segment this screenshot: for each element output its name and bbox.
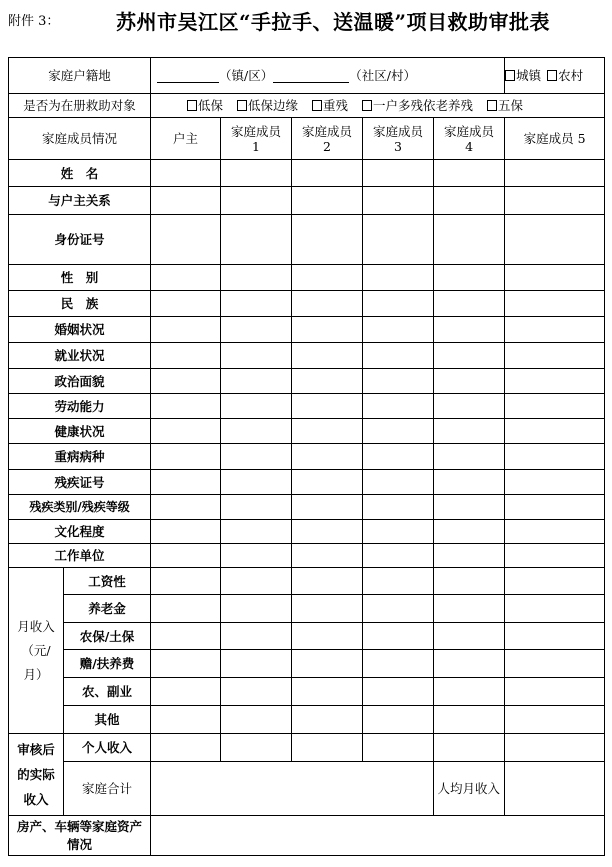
cell[interactable] xyxy=(505,343,605,369)
row-aid-object xyxy=(9,94,605,118)
row-name xyxy=(9,160,605,187)
cell[interactable] xyxy=(434,706,505,734)
cell[interactable] xyxy=(221,678,292,706)
row-income-agriculture xyxy=(9,678,605,706)
cell[interactable] xyxy=(434,160,505,187)
member-head-header: 户主 xyxy=(151,118,221,160)
cell[interactable] xyxy=(505,623,605,650)
cell[interactable] xyxy=(363,343,434,369)
per-capita-value[interactable] xyxy=(505,762,605,816)
cell[interactable] xyxy=(292,568,363,595)
cell[interactable] xyxy=(292,706,363,734)
household-registry-label: 家庭户籍地 xyxy=(9,58,151,94)
town-suffix: （镇/区） xyxy=(219,68,274,83)
cell[interactable] xyxy=(434,343,505,369)
option-rural[interactable]: 农村 xyxy=(547,68,583,83)
income-item-label: 农保/土保 xyxy=(64,623,151,650)
row-education xyxy=(9,520,605,544)
cell[interactable] xyxy=(363,734,434,762)
income-item-label: 赡/扶养费 xyxy=(64,650,151,678)
cell[interactable] xyxy=(292,291,363,317)
family-total-value[interactable] xyxy=(151,762,434,816)
cell[interactable] xyxy=(151,520,221,544)
cell[interactable] xyxy=(151,650,221,678)
cell[interactable] xyxy=(434,187,505,215)
row-label: 文化程度 xyxy=(9,520,151,544)
cell[interactable] xyxy=(292,343,363,369)
row-assets xyxy=(9,816,605,856)
checkbox-dibao[interactable] xyxy=(187,100,197,111)
row-workplace xyxy=(9,544,605,568)
cell[interactable] xyxy=(221,343,292,369)
cell[interactable] xyxy=(151,187,221,215)
cell[interactable] xyxy=(434,520,505,544)
row-label: 重病病种 xyxy=(9,444,151,470)
community-blank[interactable] xyxy=(273,70,349,83)
cell[interactable] xyxy=(151,291,221,317)
cell[interactable] xyxy=(292,160,363,187)
row-label: 身份证号 xyxy=(9,215,151,265)
cell[interactable] xyxy=(151,495,221,520)
cell[interactable] xyxy=(292,394,363,419)
row-disability-level xyxy=(9,495,605,520)
row-label: 残疾证号 xyxy=(9,470,151,495)
cell[interactable] xyxy=(221,520,292,544)
option-dibao[interactable]: 低保 xyxy=(187,98,223,113)
cell[interactable] xyxy=(434,394,505,419)
cell[interactable] xyxy=(151,623,221,650)
assets-label: 房产、车辆等家庭资产情况 xyxy=(9,816,151,856)
cell[interactable] xyxy=(505,444,605,470)
cell[interactable] xyxy=(363,444,434,470)
row-label: 姓 名 xyxy=(9,160,151,187)
cell[interactable] xyxy=(221,419,292,444)
cell[interactable] xyxy=(151,568,221,595)
cell[interactable] xyxy=(505,265,605,291)
town-blank[interactable] xyxy=(157,70,219,83)
row-income-support xyxy=(9,650,605,678)
checkbox-dibao-edge[interactable] xyxy=(237,100,247,111)
row-label: 就业状况 xyxy=(9,343,151,369)
cell[interactable] xyxy=(434,444,505,470)
cell[interactable] xyxy=(505,160,605,187)
cell[interactable] xyxy=(363,369,434,394)
cell[interactable] xyxy=(221,706,292,734)
cell[interactable] xyxy=(292,187,363,215)
cell[interactable] xyxy=(292,419,363,444)
cell[interactable] xyxy=(505,678,605,706)
cell[interactable] xyxy=(505,215,605,265)
cell[interactable] xyxy=(221,595,292,623)
row-health xyxy=(9,419,605,444)
cell[interactable] xyxy=(434,470,505,495)
row-marital xyxy=(9,317,605,343)
cell[interactable] xyxy=(505,734,605,762)
cell[interactable] xyxy=(363,291,434,317)
cell[interactable] xyxy=(151,215,221,265)
community-suffix: （社区/村） xyxy=(349,68,416,83)
cell[interactable] xyxy=(292,470,363,495)
per-capita-label: 人均月收入 xyxy=(434,762,505,816)
row-label: 性 别 xyxy=(9,265,151,291)
cell[interactable] xyxy=(363,215,434,265)
cell[interactable] xyxy=(434,595,505,623)
income-item-label: 农、副业 xyxy=(64,678,151,706)
cell[interactable] xyxy=(221,544,292,568)
income-item-label: 其他 xyxy=(64,706,151,734)
income-item-label: 养老金 xyxy=(64,595,151,623)
cell[interactable] xyxy=(151,544,221,568)
option-urban[interactable]: 城镇 xyxy=(505,68,541,83)
assets-value[interactable] xyxy=(151,816,605,856)
income-item-label: 工资性 xyxy=(64,568,151,595)
row-income-other xyxy=(9,706,605,734)
cell[interactable] xyxy=(434,734,505,762)
row-label: 工作单位 xyxy=(9,544,151,568)
member-5-header: 家庭成员 5 xyxy=(505,118,605,160)
cell[interactable] xyxy=(221,215,292,265)
cell[interactable] xyxy=(363,623,434,650)
cell[interactable] xyxy=(505,394,605,419)
row-gender xyxy=(9,265,605,291)
cell[interactable] xyxy=(151,470,221,495)
cell[interactable] xyxy=(363,706,434,734)
cell[interactable] xyxy=(221,470,292,495)
member-2-header: 家庭成员 2 xyxy=(292,118,363,160)
cell[interactable] xyxy=(505,419,605,444)
cell[interactable] xyxy=(434,623,505,650)
row-income-wage xyxy=(9,568,605,595)
cell[interactable] xyxy=(363,678,434,706)
row-ethnicity xyxy=(9,291,605,317)
cell[interactable] xyxy=(292,623,363,650)
cell[interactable] xyxy=(363,495,434,520)
cell[interactable] xyxy=(363,419,434,444)
cell[interactable] xyxy=(505,369,605,394)
cell[interactable] xyxy=(151,343,221,369)
cell[interactable] xyxy=(292,520,363,544)
cell[interactable] xyxy=(434,215,505,265)
cell[interactable] xyxy=(292,317,363,343)
checkbox-severe-disability[interactable] xyxy=(312,100,322,111)
row-relation xyxy=(9,187,605,215)
cell[interactable] xyxy=(505,568,605,595)
cell[interactable] xyxy=(505,544,605,568)
cell[interactable] xyxy=(292,734,363,762)
row-label: 健康状况 xyxy=(9,419,151,444)
cell[interactable] xyxy=(221,394,292,419)
cell[interactable] xyxy=(434,265,505,291)
cell[interactable] xyxy=(505,291,605,317)
option-wubao[interactable]: 五保 xyxy=(487,98,523,113)
cell[interactable] xyxy=(151,265,221,291)
cell[interactable] xyxy=(151,419,221,444)
cell[interactable] xyxy=(434,317,505,343)
cell[interactable] xyxy=(505,187,605,215)
row-label: 婚姻状况 xyxy=(9,317,151,343)
option-dibao-edge[interactable]: 低保边缘 xyxy=(237,98,298,113)
row-verified-personal xyxy=(9,734,605,762)
cell[interactable] xyxy=(434,419,505,444)
row-member-header xyxy=(9,118,605,160)
cell[interactable] xyxy=(363,470,434,495)
row-household-registry xyxy=(9,58,605,94)
row-employment xyxy=(9,343,605,369)
row-label: 民 族 xyxy=(9,291,151,317)
cell[interactable] xyxy=(292,495,363,520)
cell[interactable] xyxy=(221,317,292,343)
cell[interactable] xyxy=(363,520,434,544)
member-3-header: 家庭成员 3 xyxy=(363,118,434,160)
cell[interactable] xyxy=(292,650,363,678)
cell[interactable] xyxy=(221,650,292,678)
cell[interactable] xyxy=(292,678,363,706)
cell[interactable] xyxy=(151,394,221,419)
cell[interactable] xyxy=(292,369,363,394)
cell[interactable] xyxy=(363,317,434,343)
cell[interactable] xyxy=(292,595,363,623)
row-income-pension xyxy=(9,595,605,623)
cell[interactable] xyxy=(363,568,434,595)
urban-rural-options xyxy=(505,58,605,94)
row-verified-family xyxy=(9,762,605,816)
monthly-income-label: 月收入（元/月） xyxy=(9,568,64,734)
cell[interactable] xyxy=(363,394,434,419)
cell[interactable] xyxy=(151,160,221,187)
cell[interactable] xyxy=(151,734,221,762)
cell[interactable] xyxy=(363,160,434,187)
cell[interactable] xyxy=(151,444,221,470)
cell[interactable] xyxy=(505,470,605,495)
cell[interactable] xyxy=(363,650,434,678)
row-disability-id xyxy=(9,470,605,495)
page-title: 苏州市吴江区“手拉手、送温暖”项目救助审批表 xyxy=(116,10,551,34)
cell[interactable] xyxy=(292,544,363,568)
row-political xyxy=(9,369,605,394)
cell[interactable] xyxy=(221,265,292,291)
cell[interactable] xyxy=(505,706,605,734)
members-label: 家庭成员情况 xyxy=(9,118,151,160)
row-labor xyxy=(9,394,605,419)
cell[interactable] xyxy=(505,495,605,520)
cell[interactable] xyxy=(221,623,292,650)
cell[interactable] xyxy=(434,678,505,706)
personal-income-label: 个人收入 xyxy=(64,734,151,762)
cell[interactable] xyxy=(363,265,434,291)
family-total-label: 家庭合计 xyxy=(64,762,151,816)
checkbox-wubao[interactable] xyxy=(487,100,497,111)
row-illness xyxy=(9,444,605,470)
row-label: 劳动能力 xyxy=(9,394,151,419)
cell[interactable] xyxy=(505,317,605,343)
cell[interactable] xyxy=(221,495,292,520)
household-registry-value[interactable] xyxy=(151,58,505,94)
cell[interactable] xyxy=(434,495,505,520)
aid-object-label: 是否为在册救助对象 xyxy=(9,94,151,118)
cell[interactable] xyxy=(221,568,292,595)
cell[interactable] xyxy=(363,595,434,623)
cell[interactable] xyxy=(292,215,363,265)
cell[interactable] xyxy=(292,265,363,291)
checkbox-urban[interactable] xyxy=(505,70,515,81)
checkbox-rural[interactable] xyxy=(547,70,557,81)
cell[interactable] xyxy=(292,444,363,470)
cell[interactable] xyxy=(434,650,505,678)
cell[interactable] xyxy=(434,369,505,394)
row-label: 与户主关系 xyxy=(9,187,151,215)
page-header xyxy=(0,0,612,55)
cell[interactable] xyxy=(505,520,605,544)
cell[interactable] xyxy=(151,678,221,706)
approval-form-table xyxy=(8,57,605,856)
cell[interactable] xyxy=(151,706,221,734)
cell[interactable] xyxy=(505,595,605,623)
cell[interactable] xyxy=(434,544,505,568)
member-1-header: 家庭成员 1 xyxy=(221,118,292,160)
cell[interactable] xyxy=(221,160,292,187)
verified-income-label: 审核后的实际收入 xyxy=(9,734,64,816)
cell[interactable] xyxy=(505,650,605,678)
cell[interactable] xyxy=(221,734,292,762)
member-4-header: 家庭成员 4 xyxy=(434,118,505,160)
row-id-number xyxy=(9,215,605,265)
row-label: 政治面貌 xyxy=(9,369,151,394)
cell[interactable] xyxy=(221,369,292,394)
cell[interactable] xyxy=(221,444,292,470)
cell[interactable] xyxy=(221,291,292,317)
option-multi-disability[interactable]: 一户多残依老养残 xyxy=(362,98,473,113)
cell[interactable] xyxy=(363,544,434,568)
cell[interactable] xyxy=(151,369,221,394)
row-income-insurance xyxy=(9,623,605,650)
option-severe-disability[interactable]: 重残 xyxy=(312,98,348,113)
cell[interactable] xyxy=(221,187,292,215)
aid-object-options xyxy=(151,94,605,118)
cell[interactable] xyxy=(434,568,505,595)
cell[interactable] xyxy=(151,595,221,623)
checkbox-multi-disability[interactable] xyxy=(362,100,372,111)
attachment-label: 附件 3： xyxy=(8,14,60,29)
cell[interactable] xyxy=(151,317,221,343)
row-label: 残疾类别/残疾等级 xyxy=(9,495,151,520)
cell[interactable] xyxy=(363,187,434,215)
cell[interactable] xyxy=(434,291,505,317)
